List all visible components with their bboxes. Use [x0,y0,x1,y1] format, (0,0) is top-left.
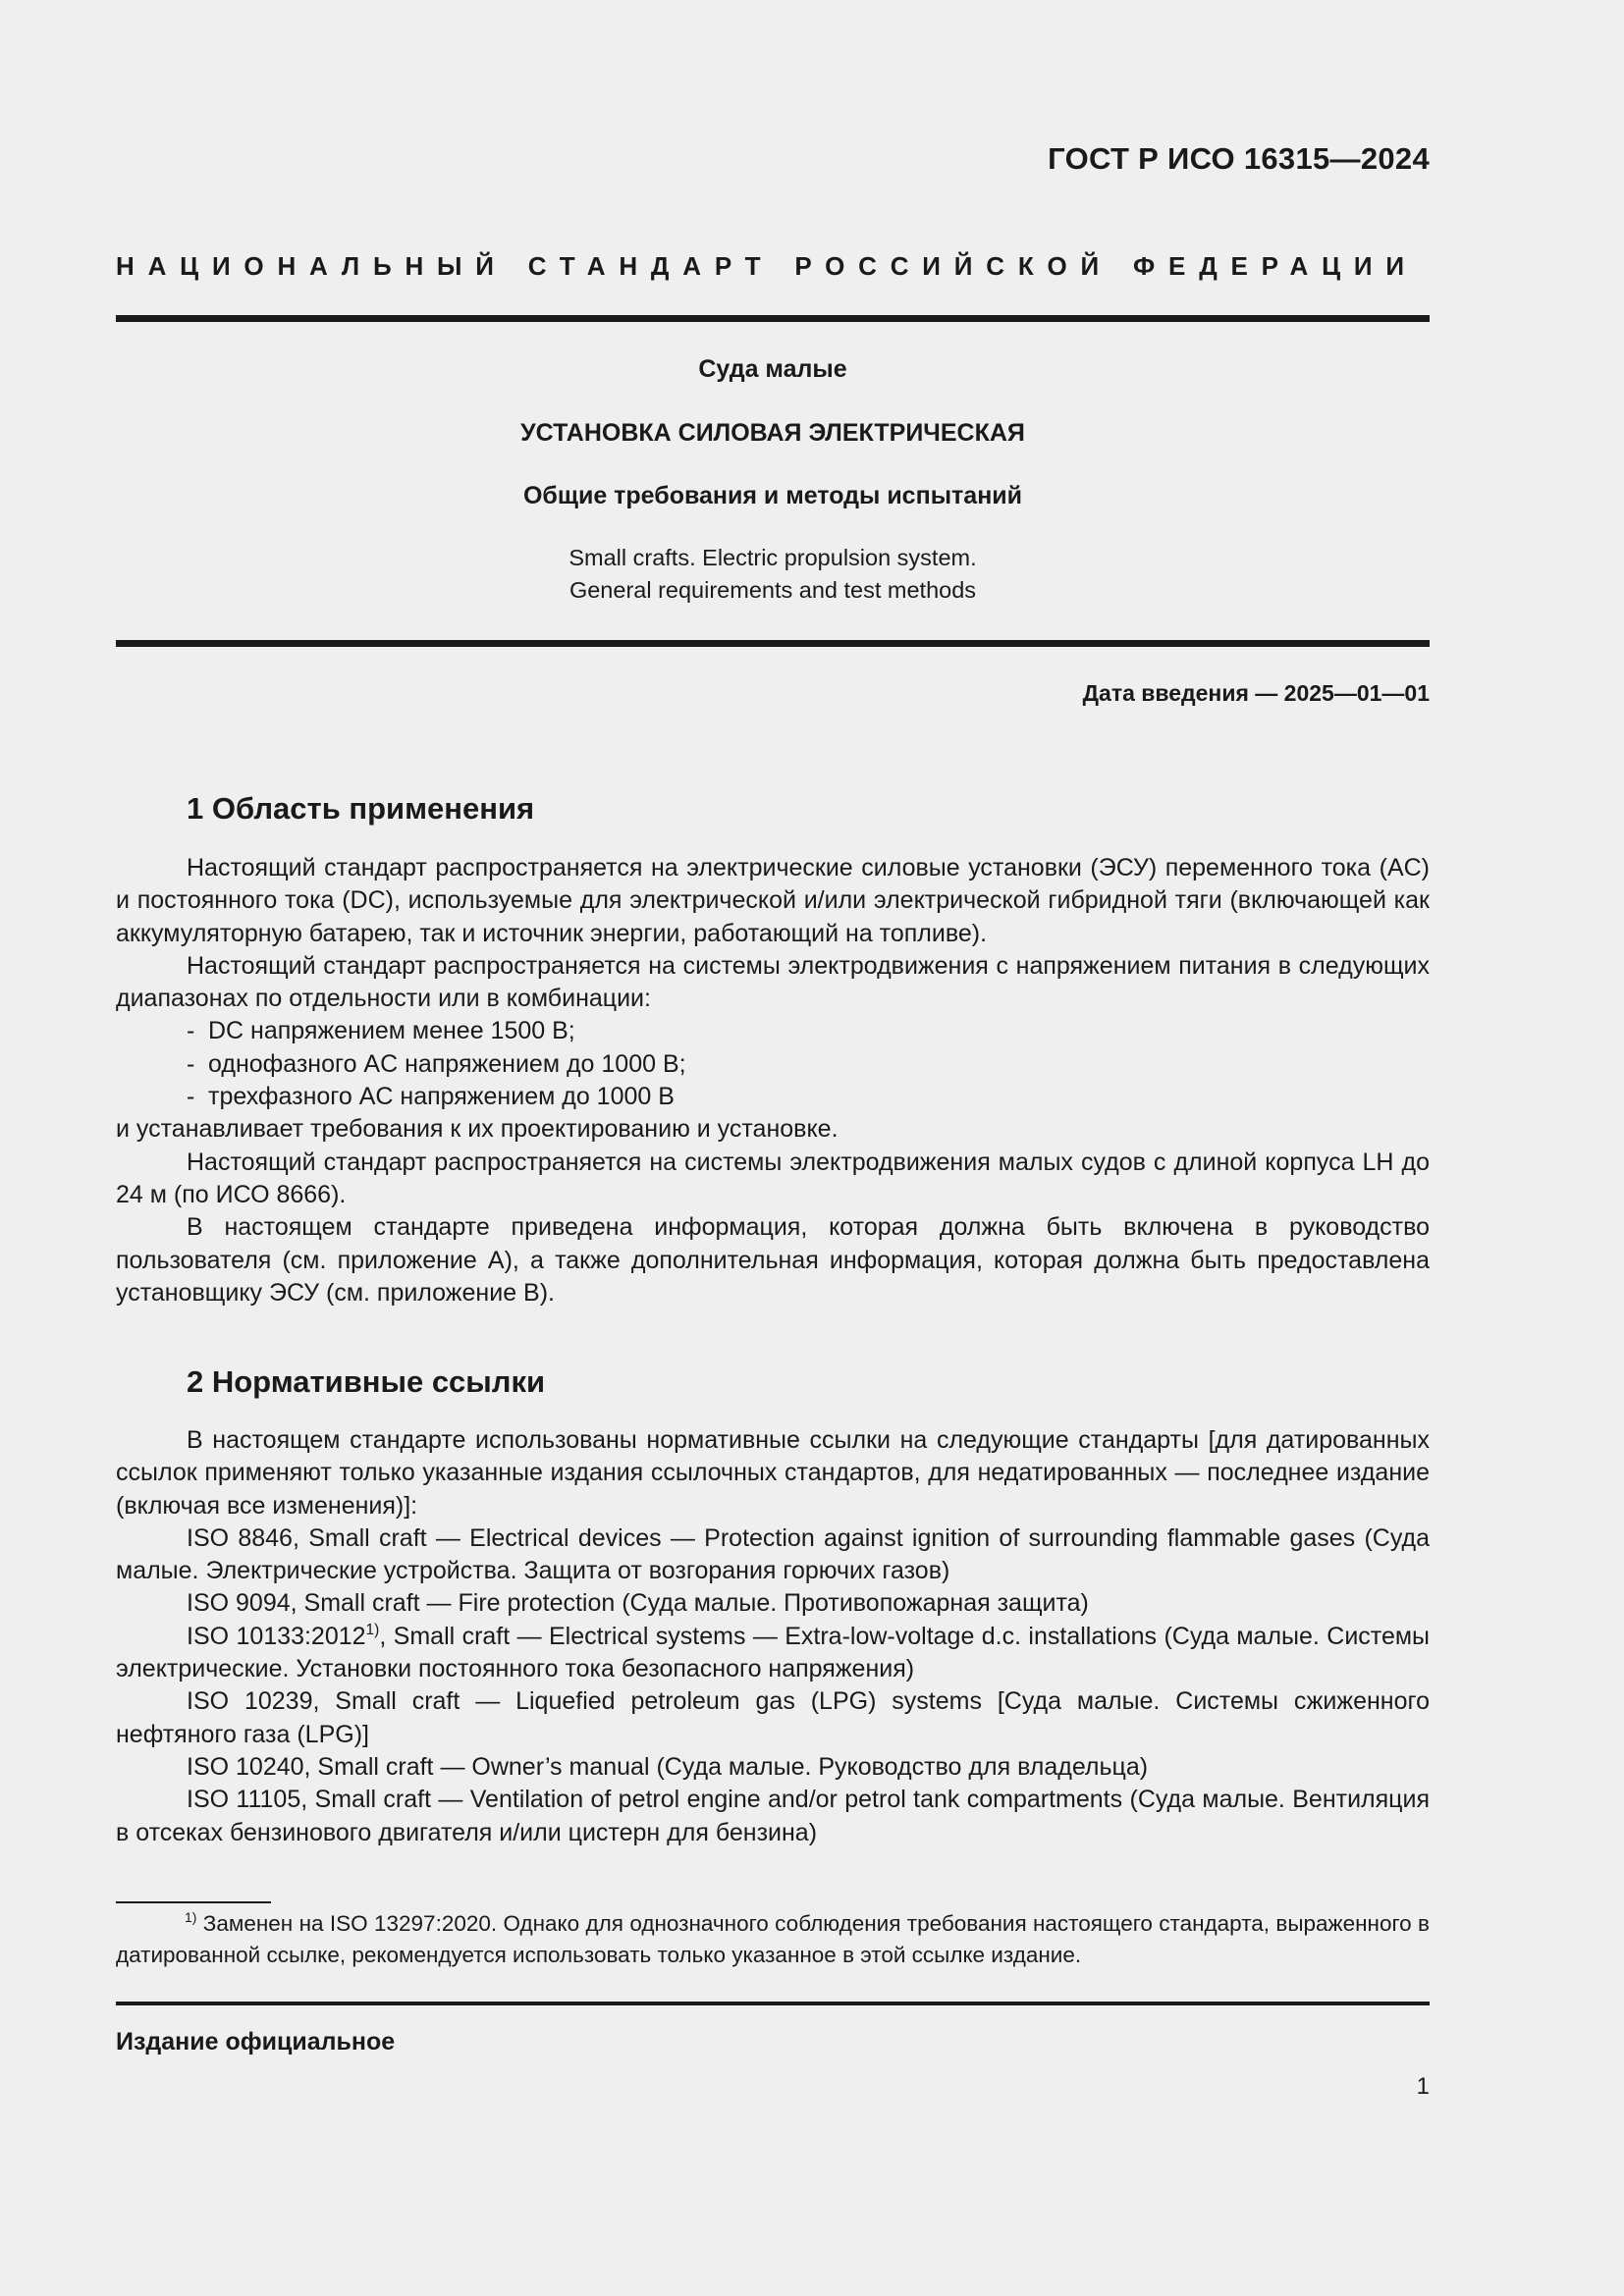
section-1-paragraph-1: Настоящий стандарт распространяется на электрические силовые установки (ЭСУ) переменного тока (AC) и постоянного тока (DC), используемые для электрической и/или электрической гибридной тяги (включающей как аккумуляторную батарею, так и источник энергии, работающий на топливе). [116,854,1430,947]
document-page [116,0,1430,2296]
section-1-body [116,852,1430,1309]
official-edition-label: Издание официальное [116,2028,396,2056]
national-standard-banner: НАЦИОНАЛЬНЫЙ СТАНДАРТ РОССИЙСКОЙ ФЕДЕРАЦИИ [116,251,1418,281]
footnote-marker: 1) [365,1621,380,1638]
title-line-1: Суда малые [698,355,847,383]
section-1-paragraph-3: Настоящий стандарт распространяется на системы электродвижения малых судов с длиной корпуса LH до 24 м (по ИСО 8666). [116,1148,1430,1208]
section-1-title: 1 Область применения [187,791,535,826]
footnote-marker: 1) [185,1908,197,1925]
list-item: - однофазного AC напряжением до 1000 В; [187,1049,686,1078]
section-1-list-end: и устанавливает требования к их проектированию и установке. [116,1115,839,1144]
reference-item: ISO 9094, Small craft — Fire protection (Суда малые. Противопожарная защита) [187,1589,1089,1618]
footnote [116,1908,1430,1971]
list-item: - DC напряжением менее 1500 В; [187,1017,575,1045]
title-line-2: УСТАНОВКА СИЛОВАЯ ЭЛЕКТРИЧЕСКАЯ [520,419,1025,447]
reference-item: ISO 10133:2012$^{1)}$, Small craft — Electrical systems — Extra-low-voltage d.c. installations (Суда малые. Системы электрические. Установки постоянного тока безопасного напряжения) [116,1621,1431,1683]
top-rule [116,315,1430,322]
footnote-text: Заменен на ISO 13297:2020. Однако для однозначного соблюдения требования настоящего стандарта, выраженного в датированной ссылке, рекомендуется использовать только указанное в этой ссылке издание. [116,1911,1430,1967]
title-english-line-2: General requirements and test methods [568,577,977,603]
section-1-paragraph-2: Настоящий стандарт распространяется на системы электродвижения с напряжением питания в следующих диапазонах по отдельности или в комбинации: [116,951,1430,1013]
title-english [116,542,1430,607]
reference-item: ISO 10240, Small craft — Owner’s manual (Суда малые. Руководство для владельца) [187,1752,1149,1781]
section-2-intro: В настоящем стандарте использованы нормативные ссылки на следующие стандарты [для датированных ссылок применяют только указанные издания ссылочных стандартов, для недатированных — последнее издание (включая все изменения)]: [116,1426,1430,1520]
title-english-line-1: Small crafts. Electric propulsion system. [568,545,977,570]
footnote-separator [116,1901,271,1903]
gost-code: ГОСТ Р ИСО 16315—2024 [1048,141,1430,176]
section-2-body [116,1424,1430,1849]
introduction-date: Дата введения — 2025—01—01 [1082,680,1430,706]
reference-item: ISO 10239, Small craft — Liquefied petroleum gas (LPG) systems [Суда малые. Системы сжиженного нефтяного газа (LPG)] [116,1687,1430,1748]
title-bottom-rule [116,640,1430,647]
section-2-title: 2 Нормативные ссылки [187,1364,546,1399]
reference-item: ISO 11105, Small craft — Ventilation of petrol engine and/or petrol tank compartments (Суда малые. Вентиляция в отсеках бензинового двигателя и/или цистерн для бензина) [116,1786,1430,1846]
footer-rule [116,2002,1430,2005]
title-line-3: Общие требования и методы испытаний [522,482,1023,509]
section-1-paragraph-4: В настоящем стандарте приведена информация, которая должна быть включена в руководство пользователя (см. приложение А), а также дополнительная информация, которая должна быть предоставлена установщику ЭСУ (см. приложение В). [116,1213,1430,1307]
page-number: 1 [1416,2073,1430,2100]
list-item: - трехфазного AC напряжением до 1000 В [187,1083,675,1111]
reference-item: ISO 8846, Small craft — Electrical devices — Protection against ignition of surrounding flammable gases (Суда малые. Электрические устройства. Защита от возгорания горючих газов) [116,1523,1430,1585]
